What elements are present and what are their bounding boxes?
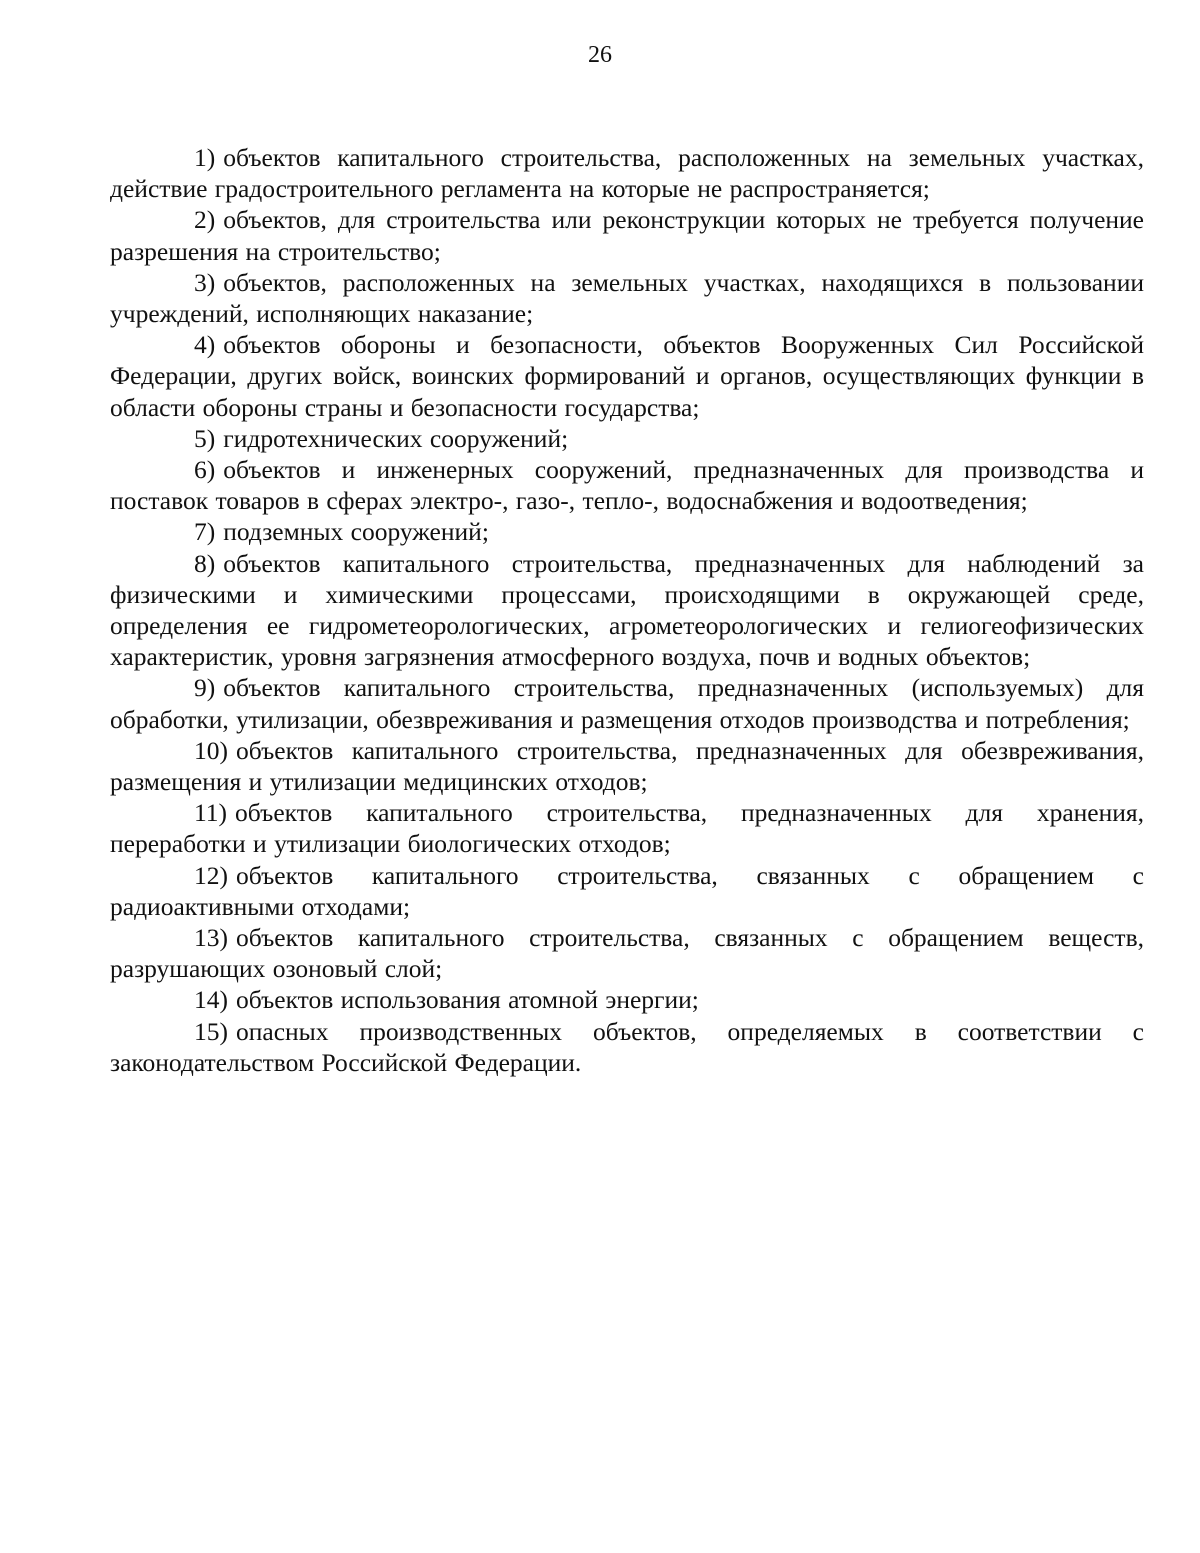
list-item xyxy=(110,1016,1144,1078)
page-number: 26 xyxy=(588,42,612,68)
item-text: объектов капитального строительства, предназначенных для наблюдений за физическими и химическими процессами, происходящими в окружающей среде, определения ее гидрометеорологических, агрометеорологических и гелиогеофизических характеристик, уровня загрязнения атмосферного воздуха, почв и водных объектов; xyxy=(110,548,1144,672)
document-body xyxy=(110,142,1144,1078)
item-text: объектов капитального строительства, предназначенных для хранения, переработки и утилизации биологических отходов; xyxy=(110,798,1144,859)
list-item xyxy=(110,735,1144,797)
item-number: 4) xyxy=(194,330,216,360)
list-item xyxy=(110,454,1144,516)
item-number: 9) xyxy=(194,673,216,703)
item-number: 3) xyxy=(194,267,216,297)
item-text: объектов капитального строительства, связанных с обращением веществ, разрушающих озоновый слой; xyxy=(110,923,1144,984)
item-number: 11) xyxy=(194,798,228,828)
item-number: 8) xyxy=(194,548,216,578)
item-number: 10) xyxy=(194,735,228,765)
item-text: объектов обороны и безопасности, объектов Вооруженных Сил Российской Федерации, других войск, воинских формирований и органов, осуществляющих функции в области обороны страны и безопасности государства; xyxy=(110,330,1144,422)
list-item xyxy=(110,329,1144,423)
item-text: объектов капитального строительства, расположенных на земельных участках, действие градостроительного регламента на которые не распространяется; xyxy=(110,143,1144,204)
item-text: подземных сооружений; xyxy=(223,517,489,547)
list-item xyxy=(110,672,1144,734)
item-text: объектов капитального строительства, предназначенных (используемых) для обработки, утилизации, обезвреживания и размещения отходов производства и потребления; xyxy=(110,673,1144,734)
list-item xyxy=(110,516,1144,547)
item-number: 1) xyxy=(194,143,216,172)
list-item xyxy=(110,860,1144,922)
list-item xyxy=(110,984,1144,1015)
item-number: 5) xyxy=(194,423,216,453)
item-text: опасных производственных объектов, определяемых в соответствии с законодательством Российской Федерации. xyxy=(110,1016,1144,1077)
item-text: объектов и инженерных сооружений, предназначенных для производства и поставок товаров в сферах электро-, газо-, тепло-, водоснабжения и водоотведения; xyxy=(110,455,1144,516)
item-number: 13) xyxy=(194,923,228,953)
item-number: 7) xyxy=(194,517,216,547)
item-text: объектов капитального строительства, связанных с обращением с радиоактивными отходами; xyxy=(110,860,1144,921)
item-text: гидротехнических сооружений; xyxy=(223,423,569,453)
item-text: объектов, расположенных на земельных участках, находящихся в пользовании учреждений, исполняющих наказание; xyxy=(110,267,1144,329)
item-number: 2) xyxy=(194,205,216,235)
list-item xyxy=(110,204,1144,266)
item-number: 6) xyxy=(194,455,216,485)
item-number: 14) xyxy=(194,985,228,1015)
item-text: объектов, для строительства или реконструкции которых не требуется получение разрешения на строительство; xyxy=(110,205,1144,266)
list-item xyxy=(110,797,1144,859)
list-item xyxy=(110,267,1144,329)
item-number: 15) xyxy=(194,1016,228,1046)
list-item xyxy=(110,548,1144,673)
item-text: объектов использования атомной энергии; xyxy=(236,985,699,1015)
list-item xyxy=(110,142,1144,204)
item-text: объектов капитального строительства, предназначенных для обезвреживания, размещения и утилизации медицинских отходов; xyxy=(110,735,1144,797)
list-item xyxy=(110,423,1144,454)
item-number: 12) xyxy=(194,860,228,890)
list-item xyxy=(110,922,1144,984)
